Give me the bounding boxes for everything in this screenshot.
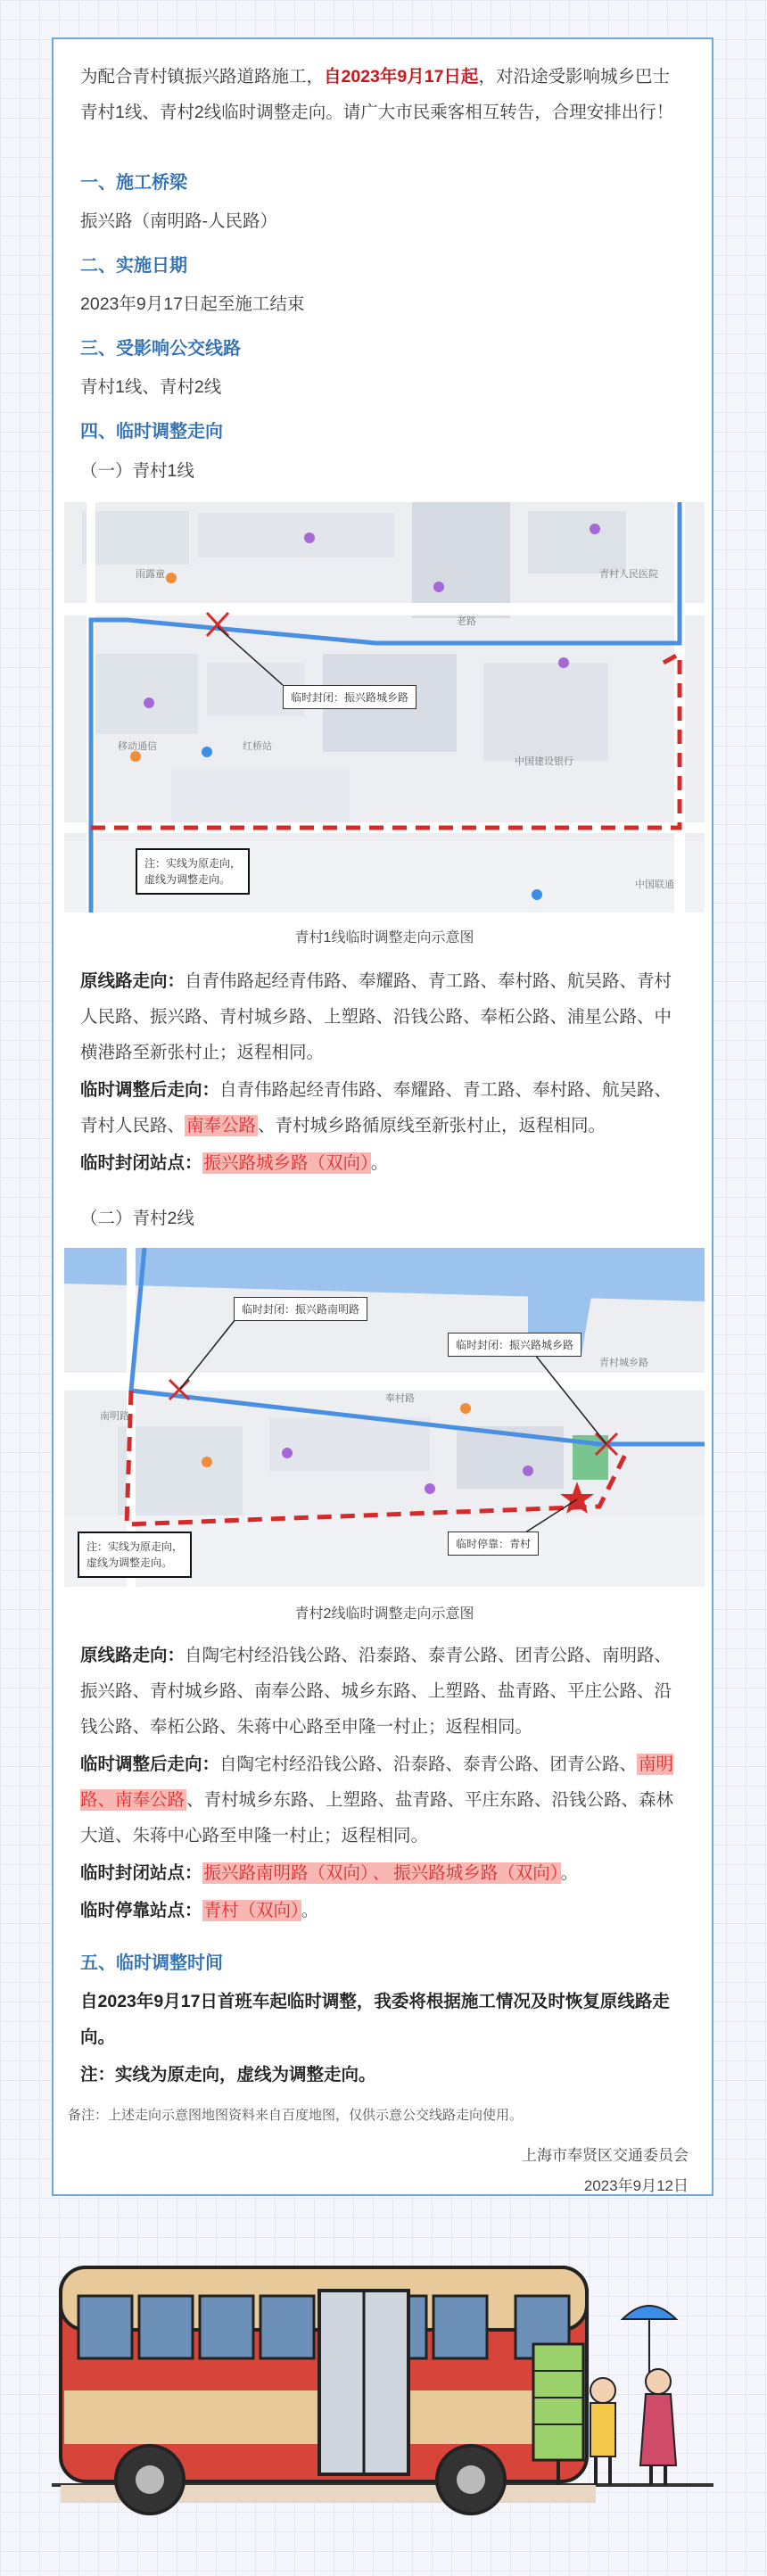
line1-adj <box>80 1072 687 1144</box>
line2-stop-highlight: 青村（双向） <box>203 1901 300 1920</box>
line2-stop <box>80 1893 687 1928</box>
sec2-body: 2023年9月17日起至施工结束 <box>80 294 305 314</box>
sec1-title: 一、施工桥梁 <box>80 173 187 193</box>
bus-illustration <box>52 2212 713 2533</box>
line2-title: （二）青村2线 <box>80 1209 194 1228</box>
line1-map <box>64 502 705 912</box>
legend2-line-a: 注：实线为原走向， <box>87 1540 184 1553</box>
sign-date: 2023年9月12日 <box>583 2177 689 2194</box>
poi-mobile: 移动通信 <box>118 741 157 752</box>
notice-card <box>52 37 713 2196</box>
line2-adj-label: 临时调整后走向： <box>80 1754 220 1774</box>
line1-orig <box>80 963 687 1070</box>
line2-close <box>80 1855 687 1891</box>
sec5-body: 自2023年9月17日首班车起临时调整，我委将根据施工情况及时恢复原线路走向。 <box>80 1992 670 2047</box>
line1-orig-label: 原线路走向： <box>80 971 186 991</box>
intro-after: ，对沿途受影响城乡巴士青村1线、青村2线临时调整走向。请广大市民乘客相互转告，合理安排出行！ <box>80 67 674 122</box>
line2-stop-label-text: 临时停靠站点： <box>80 1901 202 1920</box>
line1-close-highlight: 振兴路城乡路（双向） <box>203 1153 369 1173</box>
sec1-body: 振兴路（南明路-人民路） <box>80 211 277 231</box>
line2-adj-a: 自陶宅村经沿钱公路、沿泰路、泰青公路、团青公路、 <box>219 1754 638 1774</box>
sec5-title: 五、临时调整时间 <box>80 1953 223 1973</box>
line1-title: （一）青村1线 <box>80 461 194 481</box>
poi-nanming: 南明路 <box>100 1411 129 1422</box>
sec3-body: 青村1线、青村2线 <box>80 377 222 397</box>
poi-yulu: 雨露童 <box>136 569 165 580</box>
line2-close-end: 。 <box>560 1863 579 1883</box>
line1-caption: 青村1线临时调整走向示意图 <box>294 930 474 945</box>
poi-fengcun: 奉村路 <box>385 1393 415 1404</box>
line1-adj-highlight: 南奉公路 <box>186 1116 257 1135</box>
remark: 备注：上述走向示意图地图资料来自百度地图，仅供示意公交线路走向使用。 <box>68 2108 524 2123</box>
poi-hongqiao: 红桥站 <box>243 741 272 752</box>
legend-line-b: 虚线为调整走向。 <box>144 873 231 886</box>
line2-map <box>64 1248 705 1587</box>
intro-before: 为配合青村镇振兴路道路施工， <box>80 67 325 87</box>
sec2-title: 二、实施日期 <box>80 256 187 276</box>
line1-adj-b: 、青村城乡路循原线至新张村止，返程相同。 <box>258 1116 606 1135</box>
line2-caption: 青村2线临时调整走向示意图 <box>294 1606 474 1622</box>
intro-date: 自2023年9月17日起 <box>324 67 479 87</box>
poi-hospital: 青村人民医院 <box>599 569 658 580</box>
line1-legend <box>136 848 250 895</box>
legend2-line-b: 虚线为调整走向。 <box>87 1556 173 1569</box>
line2-close-sep: 、 <box>372 1863 391 1883</box>
poi-chengxiang: 青村城乡路 <box>599 1358 648 1368</box>
line1-close-label: 临时封闭：振兴路城乡路 <box>283 685 416 709</box>
sec3-title: 三、受影响公交线路 <box>80 339 241 359</box>
line2-close-label-text: 临时封闭站点： <box>80 1863 202 1883</box>
line2-close-highlight-1: 振兴路南明路（双向） <box>203 1863 369 1883</box>
intro-paragraph <box>80 59 687 130</box>
sign-org: 上海市奉贤区交通委员会 <box>522 2147 689 2164</box>
bus-svg <box>52 2212 713 2533</box>
sec4-title: 四、临时调整走向 <box>80 422 223 442</box>
sec5-note: 注：实线为原走向，虚线为调整走向。 <box>80 2065 376 2085</box>
line1-adj-a: 自青伟路起经青伟路、奉耀路、青工路、奉村路、航吴路、青村人民路、 <box>80 1080 672 1135</box>
line2-orig <box>80 1638 687 1745</box>
poi-bank: 中国建设银行 <box>515 756 573 767</box>
line2-close-label-2: 临时封闭：振兴路城乡路 <box>448 1333 581 1357</box>
line2-adj <box>80 1746 687 1854</box>
line1-adj-label: 临时调整后走向： <box>80 1080 220 1100</box>
poi-unicom: 中国联通 <box>635 879 674 890</box>
line2-orig-label: 原线路走向： <box>80 1646 186 1665</box>
line2-close-highlight-2: 振兴路城乡路（双向） <box>393 1863 559 1883</box>
line1-close <box>80 1145 687 1181</box>
line2-stop-end: 。 <box>301 1901 319 1920</box>
line2-close-label-1: 临时封闭：振兴路南明路 <box>234 1297 367 1321</box>
line1-close-end: 。 <box>370 1153 389 1173</box>
legend-line-a: 注：实线为原走向， <box>144 857 242 870</box>
line2-orig-text: 自陶宅村经沿钱公路、沿泰路、泰青公路、团青公路、南明路、振兴路、青村城乡路、南奉公路、城乡东路、上塑路、盐青路、平庄公路、沿钱公路、奉柘公路、朱蒋中心路至申隆一村止；返程相同。 <box>80 1646 672 1737</box>
line2-legend <box>78 1532 192 1578</box>
line1-close-label-text: 临时封闭站点： <box>80 1153 202 1173</box>
line1-orig-text: 自青伟路起经青伟路、奉耀路、青工路、奉村路、航吴路、青村人民路、振兴路、青村城乡路、上塑路、沿钱公路、奉柘公路、浦星公路、中横港路至新张村止；返程相同。 <box>80 971 672 1062</box>
line2-adj-b: 、青村城乡东路、上塑路、盐青路、平庄东路、沿钱公路、森林大道、朱蒋中心路至申隆一村止；返程相同。 <box>80 1790 674 1845</box>
poi-road: 老路 <box>457 616 476 627</box>
line2-adj-highlight: 南明路、南奉公路 <box>80 1754 674 1810</box>
line2-stop-label: 临时停靠：青村 <box>448 1532 539 1556</box>
